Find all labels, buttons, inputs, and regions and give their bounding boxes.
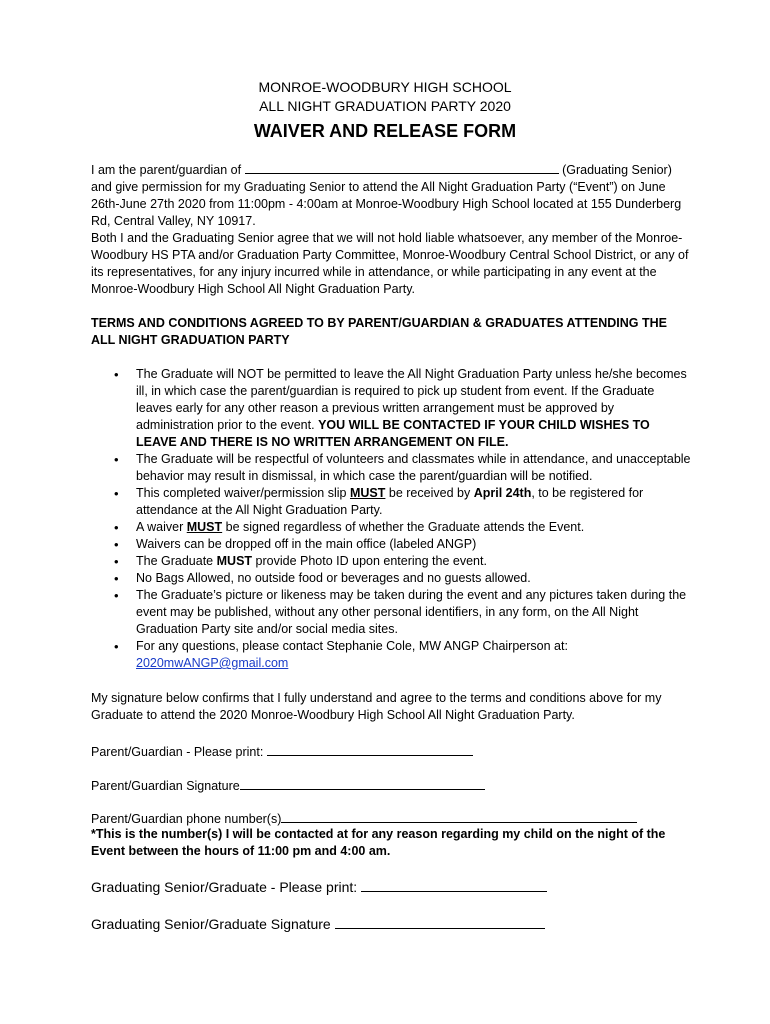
list-item [91,536,691,553]
graduate-print-label: Graduating Senior/Graduate - Please print: [91,879,358,895]
contact-email-link[interactable]: 2020mwANGP@gmail.com [136,656,289,670]
parent-phone-label: Parent/Guardian phone number(s) [91,812,282,826]
term-must: MUST [186,520,223,534]
intro-paragraph-2: Both I and the Graduating Senior agree that we will not hold liable whatsoever, any member of the Monroe-Woodbury HS PTA and/or Graduation Party Committee, Monroe-Woodbury Central School District, or any of its representatives, for any injury incurred while in attendance, or while participating in any event at the Monroe-Woodbury High School All Night Graduation Party. [91,231,689,296]
list-item [91,519,691,536]
parent-signature-row [91,776,711,795]
term-text: be received by [388,486,471,500]
term-deadline: April 24th [473,486,532,500]
terms-list [91,366,691,672]
list-item [91,451,691,485]
graduate-signature-row [91,915,711,933]
graduate-print-field[interactable] [361,878,547,892]
parent-print-field[interactable] [267,742,473,756]
confirmation-text: My signature below confirms that I fully understand and agree to the terms and conditions above for my Graduate to attend the 2020 Monroe-Woodbury High School All Night Graduation Party. [91,691,662,722]
list-item [91,366,691,451]
term-text: , to be registered for attendance at the All Night Graduation Party. [136,486,644,517]
graduate-print-row [91,878,711,896]
intro-prefix: I am the parent/guardian of [91,163,242,177]
senior-name-field[interactable] [245,160,559,174]
graduate-signature-field[interactable] [335,915,545,929]
parent-print-row [91,742,711,761]
list-item [91,587,691,638]
term-text: Waivers can be dropped off in the main office (labeled ANGP) [136,537,477,551]
list-item [91,570,691,587]
phone-note: *This is the number(s) I will be contacted at for any reason regarding my child on the night of the Event between the hours of 11:00 pm and 4:00 am. [91,827,666,858]
term-text: provide Photo ID upon entering the event. [255,554,487,568]
intro-section [91,160,689,298]
parent-signature-field[interactable] [240,776,485,790]
school-name: MONROE-WOODBURY HIGH SCHOOL [258,79,512,95]
terms-heading: TERMS AND CONDITIONS AGREED TO BY PARENT/GUARDIAN & GRADUATES ATTENDING THE ALL NIGHT GRADUATION PARTY [91,316,667,347]
term-text: The Graduate’s picture or likeness may be taken during the event and any pictures taken during the event may be published, without any other personal identifiers, in any form, on the All Night Graduation Party site and/or social media sites. [136,588,687,636]
term-text: The Graduate will be respectful of volunteers and classmates while in attendance, and unacceptable behavior may result in dismissal, in which case the parent/guardian will be notified. [136,452,691,483]
intro-first-line [91,160,689,230]
list-item [91,638,691,672]
parent-print-label: Parent/Guardian - Please print: [91,745,264,759]
list-item [91,553,691,570]
term-text: A waiver [136,520,184,534]
event-name: ALL NIGHT GRADUATION PARTY 2020 [259,98,511,114]
term-must: MUST [216,554,253,568]
term-text: be signed regardless of whether the Graduate attends the Event. [225,520,585,534]
term-must: MUST [349,486,386,500]
term-bold-text: YOU WILL BE CONTACTED IF YOUR CHILD WISHES TO LEAVE AND THERE IS NO WRITTEN ARRANGEMENT ON FILE. [136,418,650,449]
intro-paragraph-1: and give permission for my Graduating Senior to attend the All Night Graduation Party (“Event”) on June 26th-June 27th 2020 from 11:00pm - 4:00am at Monroe-Woodbury High School located at 155 Dunderberg Rd, Central Valley, NY 10917. [91,180,682,228]
term-text: This completed waiver/permission slip [136,486,347,500]
list-item [91,485,691,519]
term-text: No Bags Allowed, no outside food or beverages and no guests allowed. [136,571,531,585]
intro-suffix: (Graduating Senior) [562,163,672,177]
term-text: The Graduate [136,554,214,568]
term-text: The Graduate will NOT be permitted to leave the All Night Graduation Party unless he/she becomes ill, in which case the parent/guardian is required to pick up student from event. If the Graduate leaves early for any other reason a previous written arrangement must be approved by administration prior to the event. [136,367,687,432]
form-header [0,78,770,144]
parent-phone-field[interactable] [281,809,637,823]
form-title: WAIVER AND RELEASE FORM [253,121,517,141]
term-text: For any questions, please contact Stephanie Cole, MW ANGP Chairperson at: [136,639,568,653]
parent-signature-label: Parent/Guardian Signature [91,779,240,793]
graduate-signature-label: Graduating Senior/Graduate Signature [91,916,331,932]
